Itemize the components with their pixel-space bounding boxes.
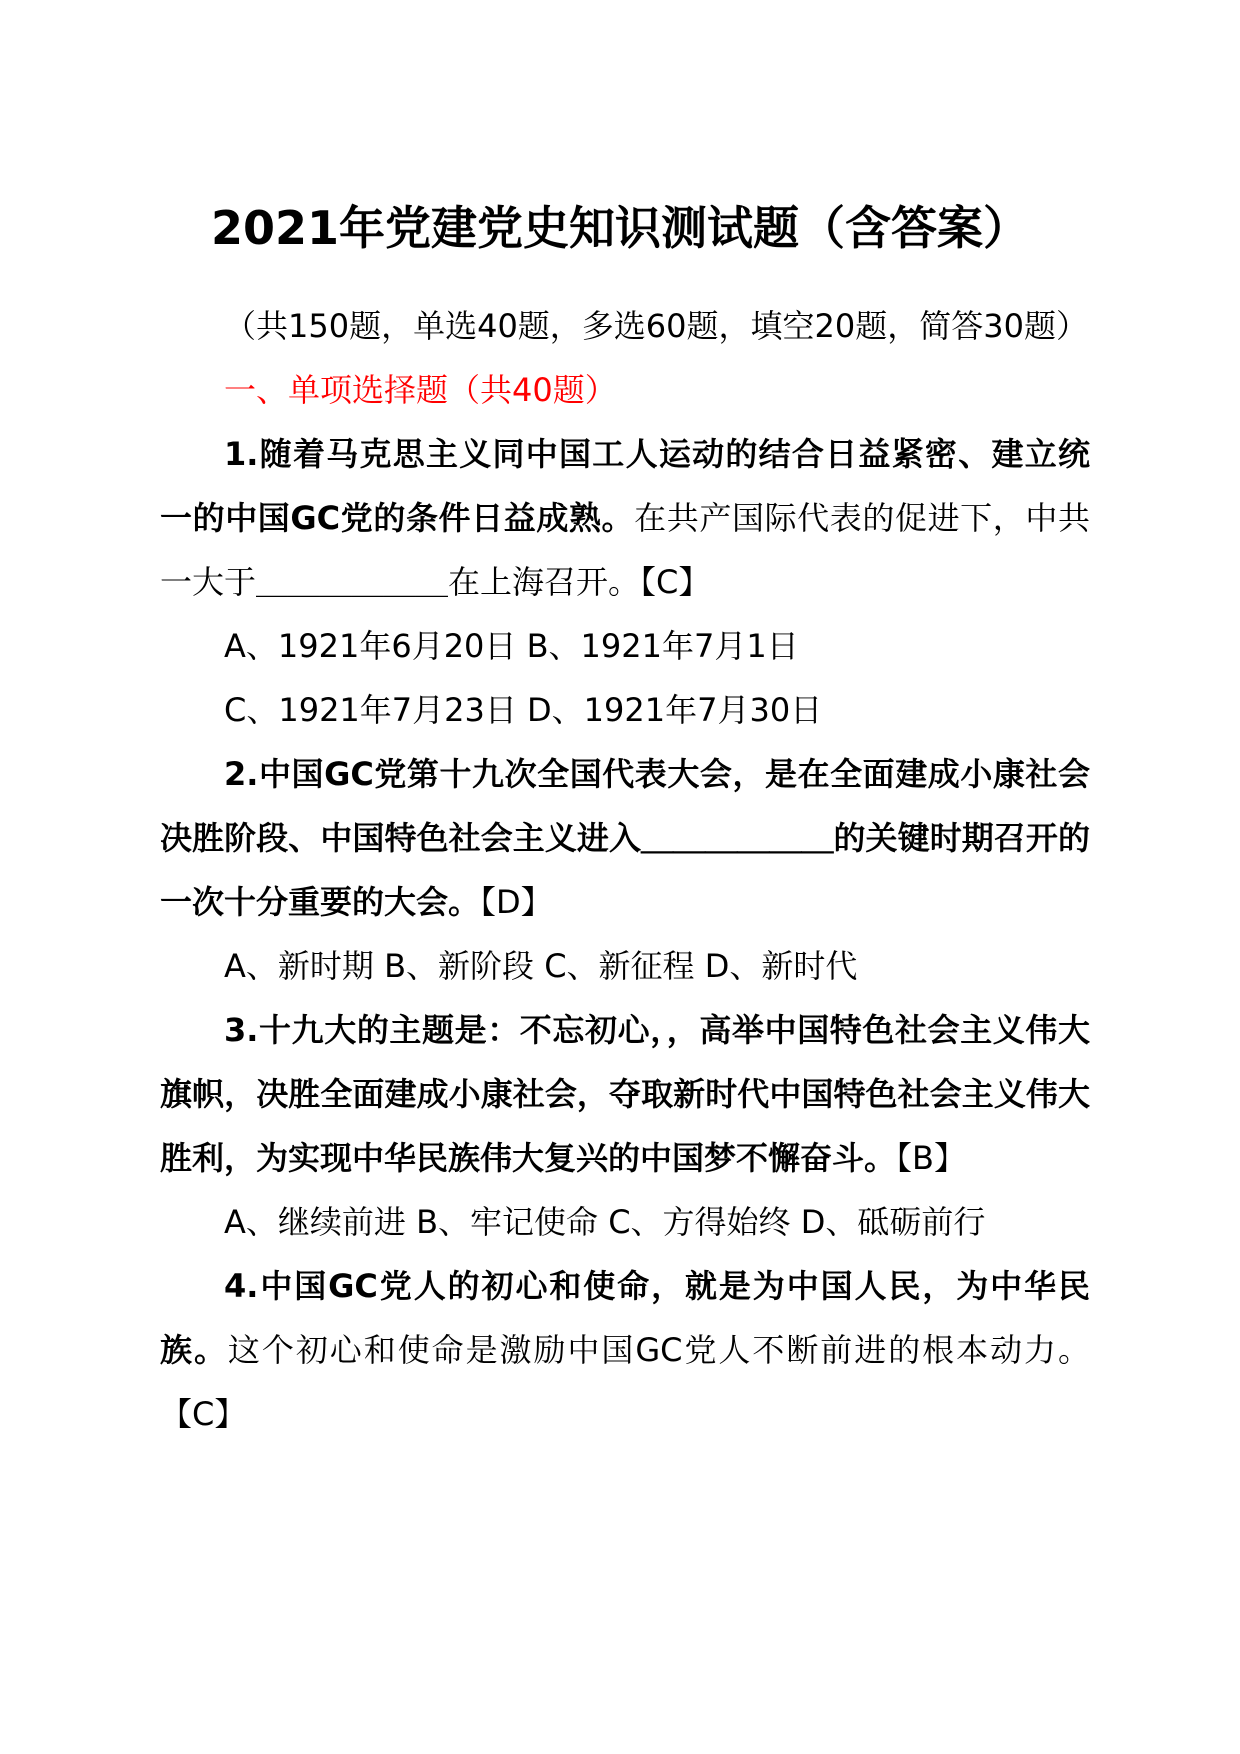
question-2-options-row-1: A、新时期 B、新阶段 C、新征程 D、新时代 <box>224 947 858 985</box>
question-3-options-row-1: A、继续前进 B、牢记使命 C、方得始终 D、砥砺前行 <box>224 1203 986 1241</box>
question-3-stem-rest: 【B】 <box>896 1139 966 1177</box>
document-title: 2021年党建党史知识测试题（含答案） <box>210 201 1030 255</box>
question-1-stem-rest: 在共产国际代表的促进下，中共一大于＿＿＿＿＿＿在上海召开。【C】 <box>160 499 1090 601</box>
question-1-options-row-2: C、1921年7月23日 D、1921年7月30日 <box>224 691 823 729</box>
question-4-stem-rest: 这个初心和使命是激励中国GC党人不断前进的根本动力。【C】 <box>160 1331 1090 1433</box>
question-3-stem-bold: 3.十九大的主题是：不忘初心，，高举中国特色社会主义伟大旗帜，决胜全面建成小康社会，夺取新时代中国特色社会主义伟大胜利，为实现中华民族伟大复兴的中国梦不懈奋斗。 <box>160 1011 1090 1177</box>
question-2-stem-bold: 2.中国GC党第十九次全国代表大会，是在全面建成小康社会决胜阶段、中国特色社会主义进入＿＿＿＿＿＿的关键时期召开的一次十分重要的大会。 <box>160 755 1090 921</box>
question-1 <box>160 422 1090 614</box>
question-1-options-row-1: A、1921年6月20日 B、1921年7月1日 <box>224 627 799 665</box>
question-3 <box>160 998 1090 1190</box>
question-1-stem-bold: 1.随着马克思主义同中国工人运动的结合日益紧密、建立统一的中国GC党的条件日益成熟。 <box>160 435 1090 537</box>
intro-paragraph: （共150题，单选40题，多选60题，填空20题，简答30题） <box>224 307 1088 345</box>
section-heading: 一、单项选择题（共40题） <box>224 371 617 409</box>
question-2-stem-rest: 【D】 <box>480 883 553 921</box>
question-4 <box>160 1254 1090 1446</box>
question-4-stem-bold: 4.中国GC党人的初心和使命，就是为中国人民，为中华民族。 <box>160 1267 1090 1369</box>
question-2 <box>160 742 1090 934</box>
document-body <box>160 294 1090 1446</box>
